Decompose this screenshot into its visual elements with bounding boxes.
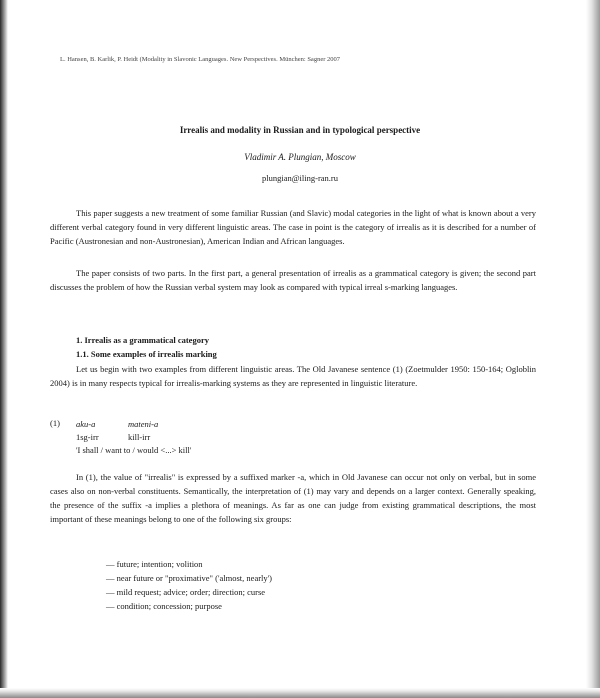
author-email: plungian@iling-ran.ru [261,173,339,183]
section-heading: 1. Irrealis as a grammatical category [76,335,209,345]
scan-shadow-bottom [0,688,600,698]
example-word-1: aku-a [76,419,96,429]
page-header: L. Hansen, B. Karlik, P. Heidt (Modality in Slavonic Languages. New Perspectives. München: Sagner 2007 [60,56,340,63]
paragraph-irrealis-meaning: In (1), the value of "irrealis" is expressed by a suffixed marker -a, which in Old Javanese can occur not only on verbal, but in some cases also on non-verbal constituents. Semantically, the interpretation of (1) may vary and depends on a larger context. Generally speaking, the presence of the suffix -a implies a plethora of meanings. As far as one can judge from existing grammatical descriptions, the most important of these meanings belong to one of the following six groups: [50,472,536,524]
list-item: — condition; concession; purpose [106,601,222,611]
paragraph-structure: The paper consists of two parts. In the first part, a general presentation of irrealis as a grammatical category is given; the second part discusses the problem of how the Russian verbal system may look as compared with typical irreal s-marking languages. [50,268,536,292]
scan-shadow-left [0,0,8,698]
example-column-2 [128,418,158,444]
example-column-1 [76,418,99,444]
example-gloss-1: 1sg-irr [76,432,99,442]
paragraph-examples-intro: Let us begin with two examples from different linguistic areas. The Old Javanese sentence (1) (Zoetmulder 1950: 150-164; Ogloblin 2004) is in many respects typical for irrealis-marking systems as they are represented in linguistic literature. [50,364,536,388]
meaning-list [106,557,272,613]
example-number: (1) [50,418,60,428]
example-gloss-2: kill-irr [128,432,151,442]
paragraph-intro: This paper suggests a new treatment of some familiar Russian (and Slavic) modal categories in the light of what is known about a very different verbal category found in very different linguistic areas. The case in point is the category of irrealis as it is described for a number of Pacific (Austronesian and non-Austronesian), American Indian and African languages. [50,208,536,246]
author-line: Vladimir A. Plungian, Moscow [244,152,356,162]
list-item: — near future or "proximative" ('almost, nearly') [106,573,273,583]
example-translation: 'I shall / want to / would <...> kill' [76,445,192,455]
example-word-2: mateni-a [128,419,159,429]
list-item: — mild request; advice; order; direction; curse [106,587,266,597]
subsection-heading: 1.1. Some examples of irrealis marking [76,349,217,359]
paper-title: Irrealis and modality in Russian and in typological perspective [179,125,421,135]
list-item: — future; intention; volition [106,559,203,569]
scan-shadow-right [586,0,600,698]
